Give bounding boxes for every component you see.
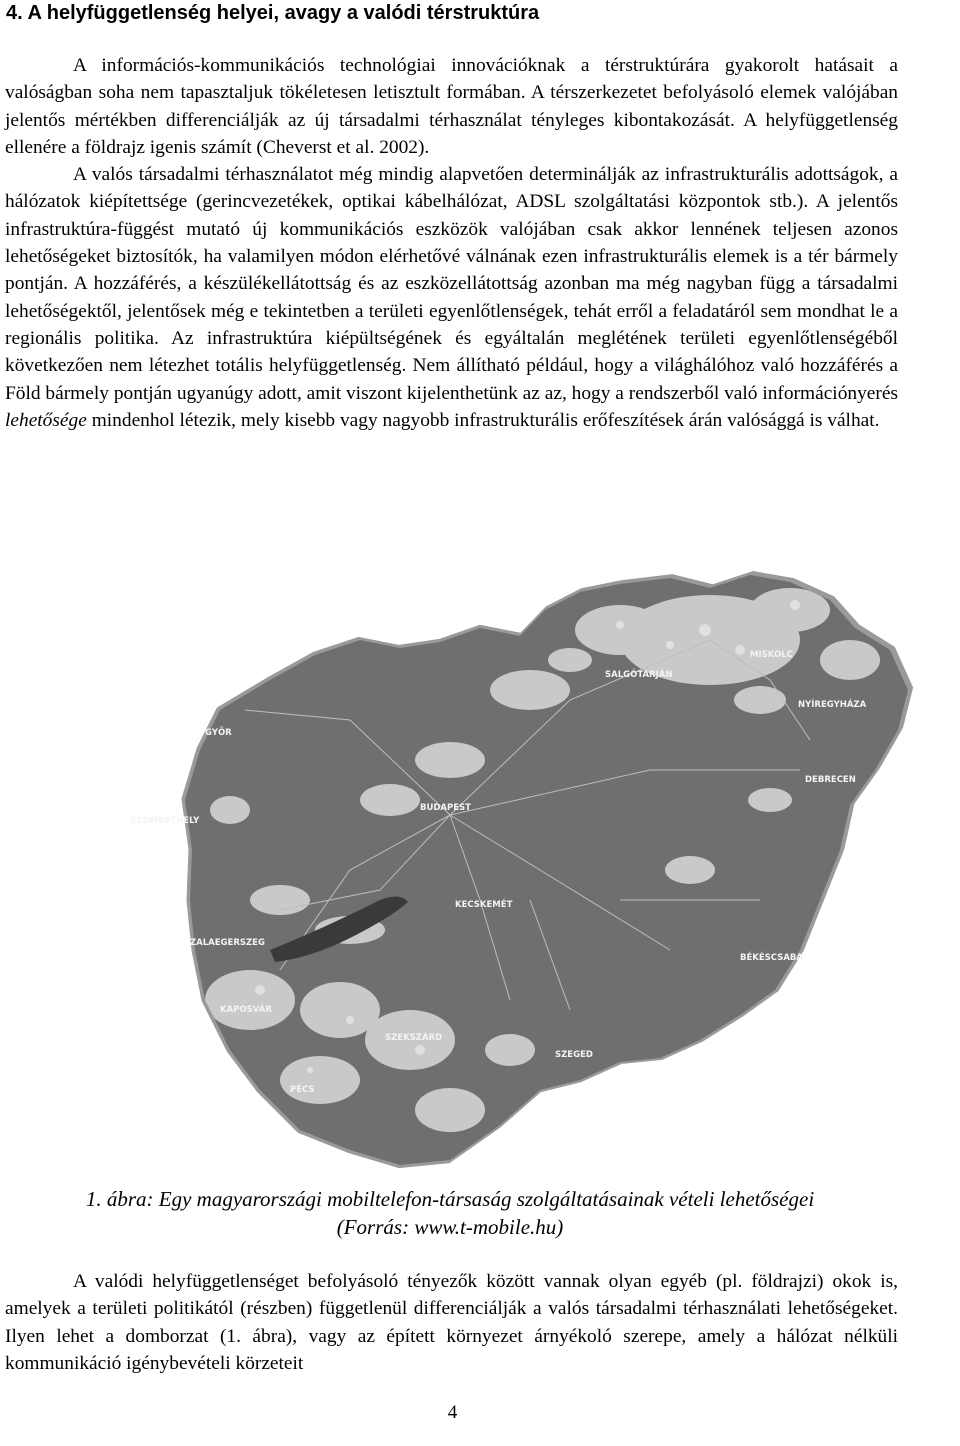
section-title: 4. A helyfüggetlenség helyei, avagy a valódi térstruktúra — [6, 2, 540, 24]
paragraph-1-part-2: A valós társadalmi térhasználatot még mindig alapvetően determinálják az infrastrukturális adottságok, a hálózatok kiépítettsége (gerincvezetékek, optikai kábelhálózat, ADSL szolgáltatási központok stb.). A jelentős infrastruktúra-függést mutató új kommunikációs eszközök valójában csak akkor lennének teljesen azonos lehetőségeket biztosítók, ha valamilyen módon elérhetővé válnának ezen infrastrukturális elemek is a tér bármely pontján. A hozzáférés, a készülékellátottság és az eszközellátottság azonban ma még nagyban függ a társadalmi lehetőségektől, jelentősek még e tekintetben a területi egyenlőtlenségek, tehát erről a feladatáról sem mondhat le a regionális politika. Az infrastruktúra kiépültségének és egyáltalán meglétének területi egyenlőtlenségéből következően nem létezhet totális helyfüggetlenség. Nem állítható például, hogy a világhálóhoz való hozzáférés a Föld bármely pontján ugyanúgy adott, amit viszont kijelenthetünk az az, hogy a rendszerből való információnyerés — [5, 164, 898, 404]
paragraph-1-part-1: A információs-kommunikációs technológiai innovációknak a térstruktúrára gyakorolt hatásait a valóságban soha nem tapasztaljuk tökéletesen letisztult formában. A térszerkezetet befolyásoló elemek valójában jelentős mértékben differenciálják az új társadalmi térhasználat tényleges kibontakozását. A helyfüggetlenség ellenére a földrajz igenis számít (Cheverst et al. 2002). — [5, 55, 898, 158]
paragraph-1-part-3: mindenhol létezik, mely kisebb vagy nagyobb infrastrukturális erőfeszítések árán valósággá is válhat. — [91, 409, 880, 431]
city-gyor: GYŐR — [205, 728, 232, 738]
paragraph-1-italic-word: lehetősége — [5, 409, 87, 431]
coverage-map-figure — [130, 570, 920, 1180]
coverage-area — [150, 570, 920, 1180]
city-nyiregyhaza: NYÍREGYHÁZA — [798, 700, 867, 710]
map-body — [150, 570, 920, 1180]
city-zalaegerszeg: ZALAEGERSZEG — [190, 938, 265, 948]
city-szeged: SZEGED — [555, 1050, 593, 1060]
figure-caption-line-2: (Forrás: www.t-mobile.hu) — [336, 1215, 564, 1239]
city-debrecen: DEBRECEN — [805, 775, 856, 785]
city-szekszard: SZEKSZÁRD — [385, 1033, 443, 1043]
city-salgotarjan: SALGÓTARJÁN — [605, 670, 673, 680]
city-bekescsaba: BÉKÉSCSABA — [740, 953, 803, 963]
figure-caption — [0, 1185, 900, 1241]
city-kecskemet: KECSKEMÉT — [455, 900, 513, 910]
paragraph-2-text: A valódi helyfüggetlenséget befolyásoló tényezők között vannak olyan egyéb (pl. földrajzi) okok is, amelyek a területi politikától (részben) függetlenül differenciálják a valós társadalmi térhasználati lehetőségeket. Ilyen lehet a domborzat (1. ábra), vagy az épített környezet árnyékoló szerepe, amely a hálózat nélküli kommunikáció igénybevételi körzeteit — [5, 1271, 898, 1374]
paragraph-2 — [5, 1268, 898, 1377]
figure-caption-line-1: 1. ábra: Egy magyarországi mobiltelefon-társaság szolgáltatásainak vételi lehetőségei — [85, 1187, 815, 1211]
paragraph-1 — [5, 52, 898, 434]
city-kaposvar: KAPOSVÁR — [220, 1005, 272, 1015]
hungary-coverage-map — [130, 570, 920, 1180]
city-pecs: PÉCS — [290, 1085, 315, 1095]
city-miskolc: MISKOLC — [750, 650, 793, 660]
city-szombathely: SZOMBATHELY — [130, 816, 200, 826]
city-budapest: BUDAPEST — [420, 803, 471, 813]
page-number: 4 — [447, 1402, 458, 1423]
